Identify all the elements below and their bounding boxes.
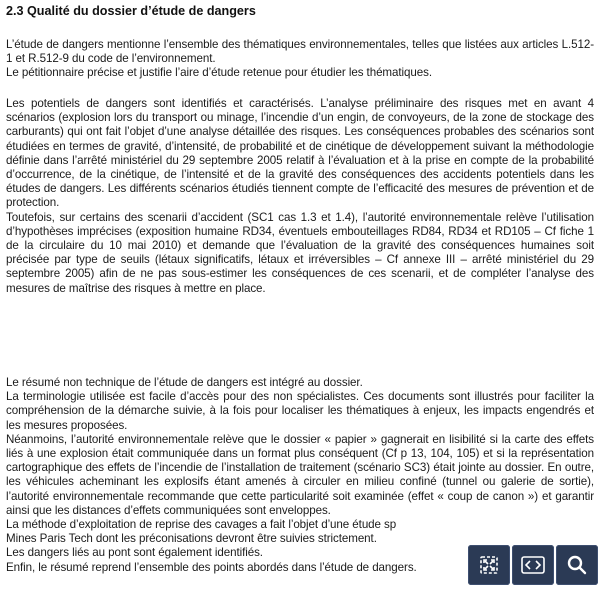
viewer-toolbar xyxy=(468,545,600,585)
paragraph-line: Le résumé non technique de l’étude de dangers est intégré au dossier. xyxy=(6,376,363,389)
paragraph-line: L’étude de dangers mentionne l’ensemble des thématiques environnementales, telles que listées aux articles L.512-1 et R.512-9 du code de l’environnement. xyxy=(6,38,594,66)
paragraph-line: Mines Paris Tech dont les préconisations devront être suivies strictement. xyxy=(6,532,377,546)
paragraph-line: Néanmoins, l’autorité environnementale relève que le dossier « papier » gagnerait en lisibilité si la carte des effets liés à une explosion était communiquée dans un format plus conséquent (Cf p 13, 104, 105) et si la représentation cartographique des effets de l’incendie de l’installation de traitement (scénario SC3) était jointe au dossier. En outre, les véhicules acheminant les explosifs étant amenés à circuler en milieu confiné (tunnel ou galerie de sortie), l’autorité environnementale recommande que cette particularité soit examinée (effet « coup de canon ») et garantir ainsi que les distances d’effets communiquées sont enveloppes. xyxy=(6,432,594,517)
fit-page-icon xyxy=(478,554,500,576)
paragraph-line: La terminologie utilisée est facile d’accès pour des non spécialistes. Ces documents sont illustrés pour faciliter la compréhension de la démarche suivie, à la fois pour localiser les thématiques à enjeux, les impacts engendrés et les mesures proposées. xyxy=(6,390,594,432)
paragraph-line: Toutefois, sur certains des scenarii d’accident (SC1 cas 1.3 et 1.4), l’autorité environnementale relève l’utilisation d’hypothèses imprécises (exposition humaine RD34, éventuels embouteillages RD84, RD34 et RD105 – Cf fiche 1 de la circulaire du 10 mai 2010) et demande que l’évaluation de la gravité des conséquences humaines soit précisée par type de seuils (létaux significatifs, létaux et irréversibles – Cf annexe III – arrêté ministériel du 29 septembre 2005) afin de ne pas sous-estimer les conséquences de ces scenarii, et de compléter l’analyse des mesures de maîtrise des risques à mettre en place. xyxy=(6,210,594,295)
paragraph-dangers-analysis xyxy=(6,97,594,296)
zoom-icon xyxy=(565,553,589,577)
paragraph-line: Enfin, le résumé reprend l’ensemble des points abordés dans l’étude de dangers. xyxy=(6,560,417,574)
paragraph-line: Les potentiels de dangers sont identifiés et caractérisés. L’analyse préliminaire des risques met en avant 4 scénarios (explosion lors du transport ou minage, l’incendie d’un engin, de convoyeurs, de la zone de stockage des carburants) qui ont fait l’objet d’une analyse détaillée des risques. Les conséquences probables des scénarios sont étudiées en termes de gravité, d’intensité, de probabilité et de cinétique de développement suivant la méthodologie définie dans l’arrêté ministériel du 29 septembre 2005 relatif à l’évaluation et à la prise en compte de la probabilité d’occurrence, de la cinétique, de l’intensité et de la gravité des conséquences des accidents potentiels dans les études de dangers. Les différents scénarios étudiés tiennent compte de l’efficacité des mesures de prévention et de protection. xyxy=(6,97,594,210)
paragraph-scope xyxy=(6,38,594,81)
zoom-button[interactable] xyxy=(556,545,598,585)
prev-next-button[interactable] xyxy=(512,545,554,585)
paragraph-line: Les dangers liés au pont sont également identifiés. xyxy=(6,546,263,560)
section-heading: 2.3 Qualité du dossier d’étude de dangers xyxy=(6,4,256,18)
paragraph-line: Le pétitionnaire précise et justifie l’aire d’étude retenue pour étudier les thématiques. xyxy=(6,66,432,80)
prev-next-icon xyxy=(520,554,546,576)
fit-page-button[interactable] xyxy=(468,545,510,585)
paragraph-line: La méthode d’exploitation de reprise des cavages a fait l’objet d’une étude sp xyxy=(6,518,397,532)
